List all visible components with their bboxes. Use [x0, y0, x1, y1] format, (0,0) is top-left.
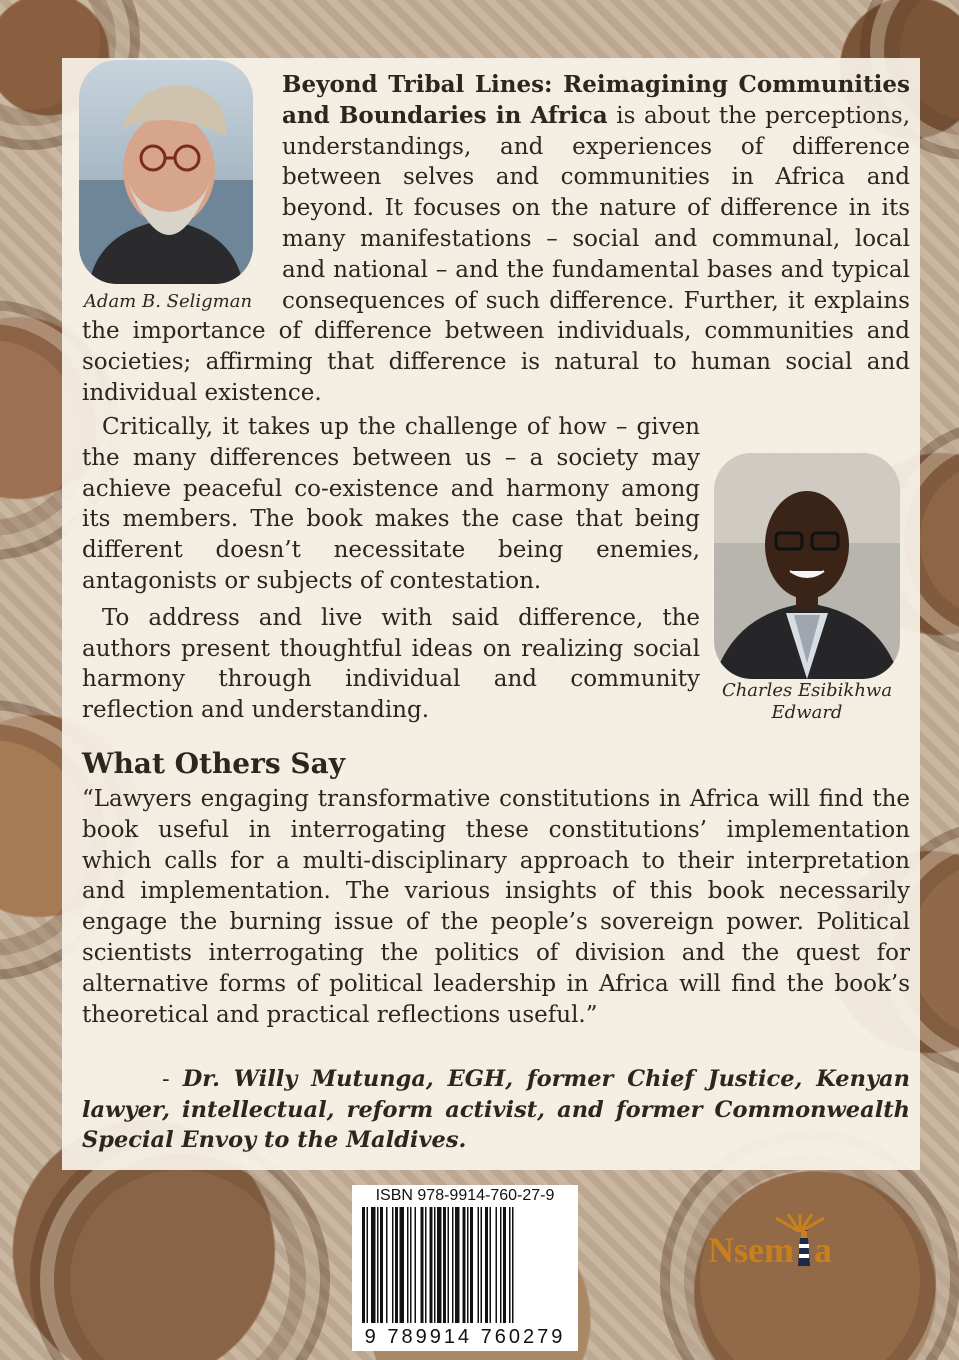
barcode-bar — [395, 1207, 398, 1323]
barcode-bar — [437, 1207, 442, 1323]
barcode-bar — [512, 1207, 514, 1323]
publisher-logo-text-end: a — [813, 1230, 832, 1270]
author-photo-edward — [714, 453, 900, 679]
intro-body-text: is about the perceptions, understandings, and experiences of difference between selves and communities in Africa and beyond. It focuses on the nature of difference in its many manifestations – social and communal, local and national – and the fundamental bases and typical consequences of such difference. Further, it explains the importance of difference between individuals, communities and societies; affirming that difference is natural to human social and individual existence. — [82, 102, 911, 406]
barcode-bar — [481, 1207, 483, 1323]
barcode-bar — [443, 1207, 446, 1323]
barcode-bar — [434, 1207, 436, 1323]
review-quote: “Lawyers engaging transformative constitutions in Africa will find the book useful in interrogating these constitutions’ implementation which calls for a multi-disciplinary approach to their interpretation and implementation. The various insights of this book necessarily engage the burning issue of the people’s sovereign power. Political scientists interrogating the politics of division and the quest for alternative forms of political leadership in Africa will find the book’s theoretical and practical reflections useful.” — [82, 786, 910, 1028]
publisher-logo-text: Nsem — [708, 1230, 794, 1270]
barcode-bar — [407, 1207, 409, 1323]
barcode-bar — [371, 1207, 376, 1323]
barcode-bar — [448, 1207, 450, 1323]
barcode-bar — [430, 1207, 433, 1323]
review-attribution — [82, 1064, 910, 1156]
barcode-bar — [386, 1207, 388, 1323]
barcode-bar — [367, 1207, 369, 1323]
barcode-bar — [392, 1207, 394, 1323]
photo-spacer — [82, 70, 282, 315]
barcode-bar — [455, 1207, 460, 1323]
barcode-bar — [496, 1207, 498, 1323]
barcode-bars — [362, 1207, 568, 1323]
barcode-bar — [380, 1207, 383, 1323]
barcode-bar — [362, 1207, 365, 1323]
barcode-bar — [463, 1207, 466, 1323]
barcode-bar — [425, 1207, 427, 1323]
logo-rays-icon — [770, 1214, 830, 1232]
barcode-bar — [490, 1207, 492, 1323]
barcode-bar — [452, 1207, 454, 1323]
isbn-number: ISBN 978-9914-760-27-9 — [375, 1187, 555, 1204]
book-title-inline: Beyond Tribal Lines: Reimagining Communities and Boundaries in Africa — [282, 71, 910, 129]
barcode-bar — [421, 1207, 424, 1323]
author-caption-edward — [714, 680, 900, 724]
barcode-bar — [467, 1207, 469, 1323]
barcode-bar — [377, 1207, 379, 1323]
attribution-text: Dr. Willy Mutunga, EGH, former Chief Justice, Kenyan lawyer, intellectual, reform activist, and former Commonwealth Special Envoy to the Maldives. — [82, 1066, 910, 1153]
section-heading: What Others Say — [82, 747, 346, 780]
author-caption-edward-line2: Edward — [771, 702, 843, 723]
barcode-bar — [470, 1207, 473, 1323]
paragraph-1-body — [82, 70, 910, 409]
barcode-digits: 9 789914 760279 — [364, 1326, 566, 1348]
paragraph-2-text: Critically, it takes up the challenge of how – given the many differences between us – a society may achieve peaceful co-existence and harmony among its members. The book makes the case that being different doesn’t necessitate being enemies, antagonists or subjects of contestation. — [82, 414, 700, 594]
isbn-barcode — [352, 1185, 578, 1351]
barcode-bar — [503, 1207, 506, 1323]
barcode-bar — [410, 1207, 412, 1323]
barcode-bar — [509, 1207, 511, 1323]
author-caption-seligman: Adam B. Seligman — [83, 291, 253, 312]
author-caption-edward-line1: Charles Esibikhwa — [721, 680, 893, 701]
barcode-bar — [500, 1207, 502, 1323]
paragraph-3: To address and live with said difference, the authors present thoughtful ideas on realizing social harmony through individual and community reflection and understanding. — [82, 604, 700, 724]
barcode-bar — [400, 1207, 405, 1323]
publisher-logo — [708, 1228, 848, 1288]
barcode-bar — [485, 1207, 488, 1323]
lighthouse-icon — [795, 1228, 813, 1266]
barcode-bar — [415, 1207, 417, 1323]
attribution-dash: - — [162, 1066, 183, 1092]
barcode-bar — [478, 1207, 480, 1323]
